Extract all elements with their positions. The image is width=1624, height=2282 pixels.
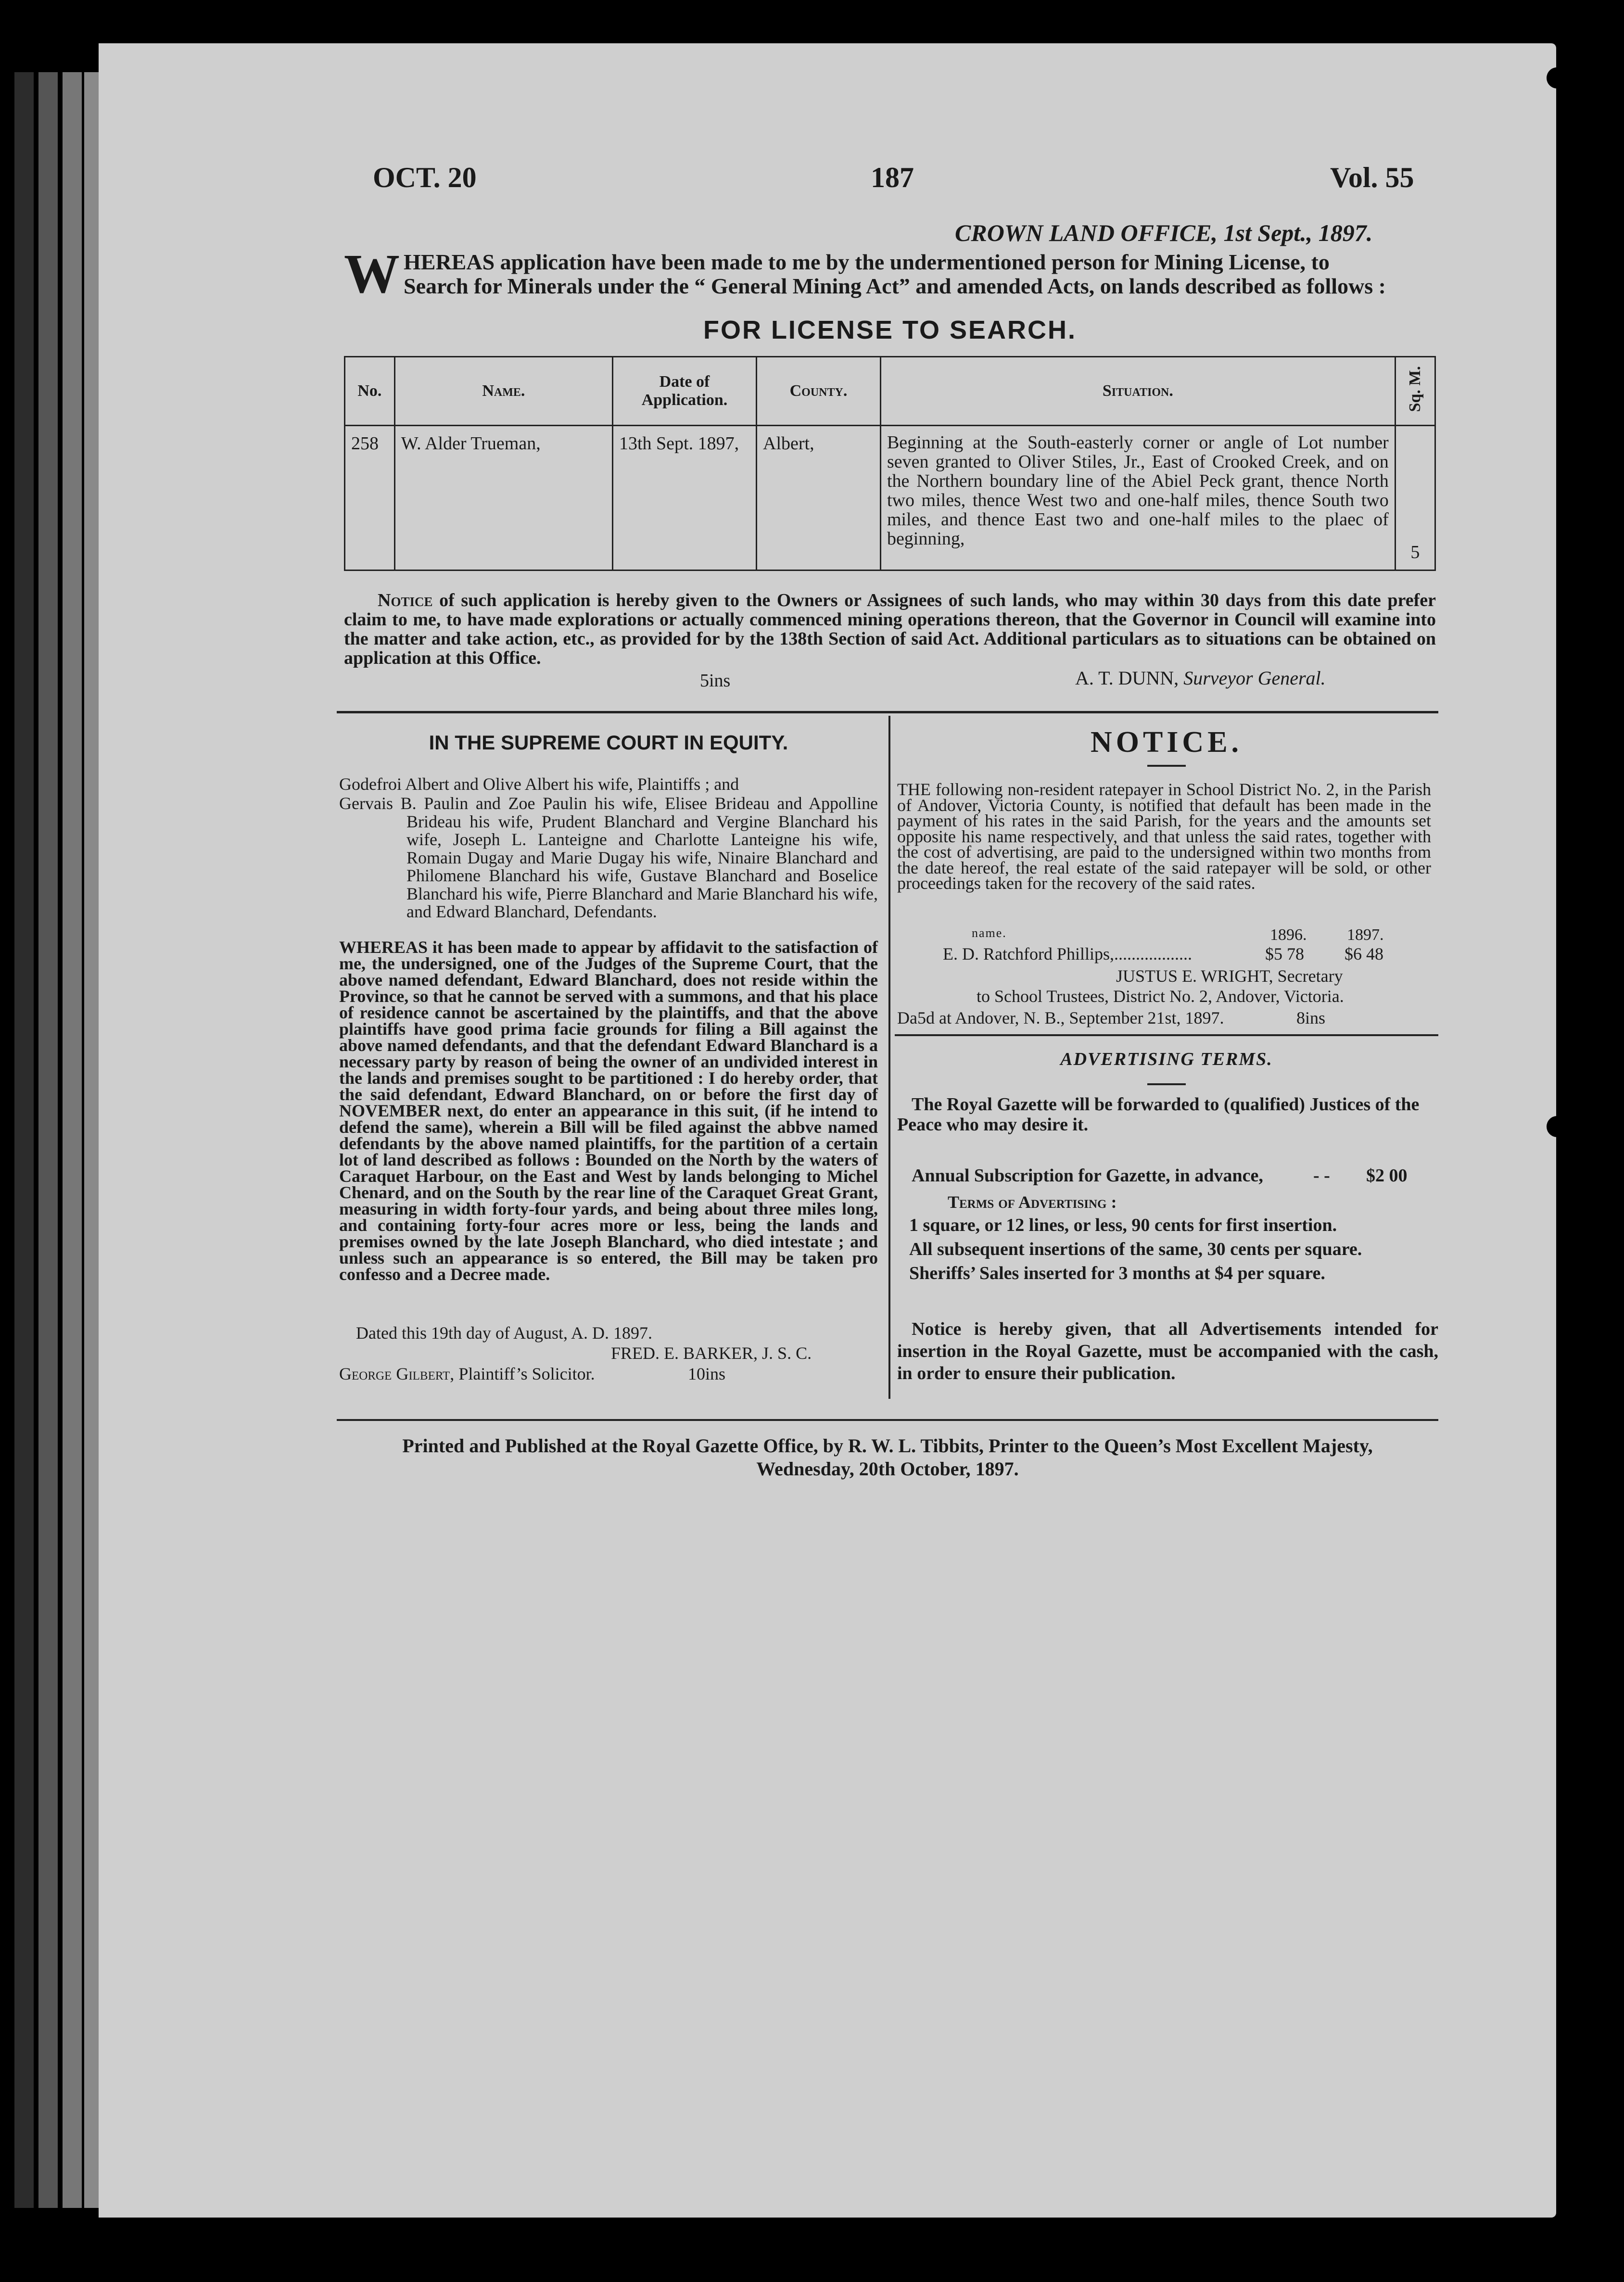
table-row (345, 426, 1435, 570)
table-header-row (345, 357, 1435, 426)
notice-insertions: 8ins (1296, 1008, 1326, 1027)
footer-divider (337, 1419, 1438, 1421)
section-title: FOR LICENSE TO SEARCH. (703, 316, 1077, 344)
footer-line-1: Printed and Published at the Royal Gazette Office, by R. W. L. Tibbits, Printer to the Queen’s Most Excellent Majesty, (402, 1435, 1373, 1457)
advertising-closing: Notice is hereby given, that all Advertisements intended for insertion in the Royal Gazette, must be accompanied with the cash, in order to ensure their publication. (897, 1319, 1438, 1383)
notice-title: NOTICE. (1090, 726, 1243, 759)
page-edge (84, 72, 99, 2208)
supreme-court-title: IN THE SUPREME COURT IN EQUITY. (429, 731, 788, 754)
cell-county: Albert, (757, 426, 881, 570)
notice-amount-1897: $6 48 (1345, 944, 1383, 964)
volume-number: Vol. 55 (1330, 162, 1414, 193)
crown-land-notice: Notice of such application is hereby given to the Owners or Assignees of such lands, who may within 30 days from this date prefer claim to me, to have made explorations or actually commenced mining operations thereon, that the Governor in Council will examine into the matter and take action, etc., as provided for by the 138th Section of said Act. Additional particulars as to situations can be obtained on application at this Office. (344, 590, 1436, 668)
cell-sqm: 5 (1395, 426, 1435, 570)
advertising-title: ADVERTISING TERMS. (1060, 1049, 1273, 1069)
court-insertions: 10ins (688, 1364, 726, 1383)
court-order-dated: Dated this 19th day of August, A. D. 1897. (356, 1323, 652, 1343)
section-divider (337, 711, 1438, 713)
cell-no: 258 (345, 426, 395, 570)
notice-divider (895, 1034, 1438, 1036)
advertising-intro: The Royal Gazette will be forwarded to (qualified) Justices of the Peace who may desire it. (897, 1094, 1420, 1135)
page-edge (14, 72, 34, 2208)
footer-line-2: Wednesday, 20th October, 1897. (756, 1458, 1019, 1480)
terms-heading: Terms of Advertising : (948, 1192, 1117, 1212)
crown-land-intro (344, 243, 1446, 305)
col-situation: Situation. (880, 357, 1395, 426)
binding-hole (1547, 67, 1568, 89)
crown-land-insertions: 5ins (700, 671, 731, 691)
notice-signer-role: to School Trustees, District No. 2, Andover, Victoria. (977, 987, 1344, 1006)
cell-situation: Beginning at the South-easterly corner or angle of Lot number seven granted to Oliver Stiles, Jr., East of Crooked Creek, and on the Northern boundary line of the Abiel Peck grant, thence North two miles, thence West two and one-half miles, thence South two miles, and thence East two and one-half miles to the plaec of beginning, (880, 426, 1395, 570)
notice-amount-1896: $5 78 (1265, 944, 1304, 964)
drop-cap: W (344, 243, 400, 305)
short-rule (1147, 1083, 1186, 1085)
page-edge (63, 72, 82, 2208)
page-edge (38, 72, 58, 2208)
court-order-body: WHEREAS it has been made to appear by affidavit to the satisfaction of me, the undersigned, one of the Judges of the Supreme Court, that the above named defendant, Edward Blanchard, does not reside within the Province, so that he cannot be served with a summons, and that his place of residence cannot be ascertained by the plaintiffs, and that the above plaintiffs have good prima facie grounds for filing a Bill against the above named defendants, and that the defendant Edward Blanchard is a necessary party by reason of being the owner of an undivided interest in the lands and premises sought to be partitioned : I do hereby order, that the said defendant, Edward Blanchard, on or before the first day of NOVEMBER next, do enter an appearance in this suit, (if he intend to defend the same), wherein a Bill will be filed against the abbve named defendants by the above named plaintiffs, for the partition of a certain lot of land described as follows : Bounded on the North by the waters of Caraquet Harbour, on the East and West by lands belonging to Michel Chenard, and on the South by the rear line of the Caraquet Great Grant, measuring in width forty-four yards, and being about three miles long, and containing forty-four acres more or less, being the lands and premises owned by the late Joseph Blanchard, who died intestate ; and unless such an appearance is so entered, the Bill may be taken pro confesso and a Decree made. (339, 938, 878, 1284)
subscription-label: Annual Subscription for Gazette, in advance, (912, 1166, 1263, 1186)
notice-body: THE following non-resident ratepayer in School District No. 2, in the Parish of Andover, Victoria County, is notified that default has been made in the payment of his rates in the said Parish, for the years and the amounts set opposite his name respectively, and that unless the said rates, together with the cost of advertising, are paid to the undersigned within two months from the date hereof, the real estate of the said ratepayer will be sold, or other proceedings taken for the recovery of the said rates. (897, 780, 1431, 893)
intro-line-2: Search for Minerals under the “ General Mining Act” and amended Acts, on lands described as follows : (404, 274, 1386, 298)
notice-col-name: name. (972, 926, 1007, 940)
notice-ratepayer: E. D. Ratchford Phillips,.................. (943, 944, 1192, 964)
col-sqm: Sq. M. (1395, 357, 1435, 426)
col-name: Name. (394, 357, 612, 426)
short-rule (1147, 765, 1186, 767)
notice-signer: JUSTUS E. WRIGHT, Secretary (1116, 966, 1343, 986)
defendants: Gervais B. Paulin and Zoe Paulin his wife, Elisee Brideau and Appolline Brideau his wife, Prudent Blanchard and Vergine Blanchard his wife, Joseph L. Lanteigne and Charlotte Lanteigne his wife, Romain Dugay and Marie Dugay his wife, Ninaire Blanchard and Philomene Blanchard his wife, Gustave Blanchard and Boselice Blanchard his wife, Pierre Blanchard and Marie Blanchard his wife, and Edward Blanchard, Defendants. (339, 794, 878, 921)
col-county: County. (757, 357, 881, 426)
page-number: 187 (871, 162, 914, 193)
col-no: No. (345, 357, 395, 426)
binding-hole (1547, 1116, 1568, 1137)
crown-land-signature: A. T. DUNN, Surveyor General. (1075, 667, 1326, 689)
col-date: Date of Application. (612, 357, 756, 426)
notice-col-1896: 1896. (1270, 926, 1307, 944)
issue-date: OCT. 20 (373, 162, 477, 193)
cell-date: 13th Sept. 1897, (612, 426, 756, 570)
column-divider (888, 716, 890, 1399)
solicitor: George Gilbert, Plaintiff’s Solicitor. (339, 1364, 595, 1383)
judge-signature: FRED. E. BARKER, J. S. C. (611, 1344, 812, 1363)
term-sheriffs-sales: Sheriffs’ Sales inserted for 3 months at $4 per square. (909, 1263, 1325, 1283)
subscription-price: $2 00 (1366, 1166, 1408, 1186)
term-first-insertion: 1 square, or 12 lines, or less, 90 cents for first insertion. (909, 1215, 1337, 1235)
notice-col-1897: 1897. (1347, 926, 1384, 944)
notice-dated: Da5d at Andover, N. B., September 21st, 1897. (897, 1008, 1224, 1027)
plaintiffs: Godefroi Albert and Olive Albert his wife, Plaintiffs ; and (339, 774, 739, 794)
subscription-dashes: - - (1313, 1166, 1330, 1186)
term-subsequent: All subsequent insertions of the same, 30 cents per square. (909, 1239, 1362, 1259)
crown-land-dateline: CROWN LAND OFFICE, 1st Sept., 1897. (955, 219, 1373, 246)
cell-name: W. Alder Trueman, (394, 426, 612, 570)
intro-line-1: HEREAS application have been made to me by the undermentioned person for Mining License, to (404, 250, 1330, 274)
license-table (344, 356, 1436, 571)
